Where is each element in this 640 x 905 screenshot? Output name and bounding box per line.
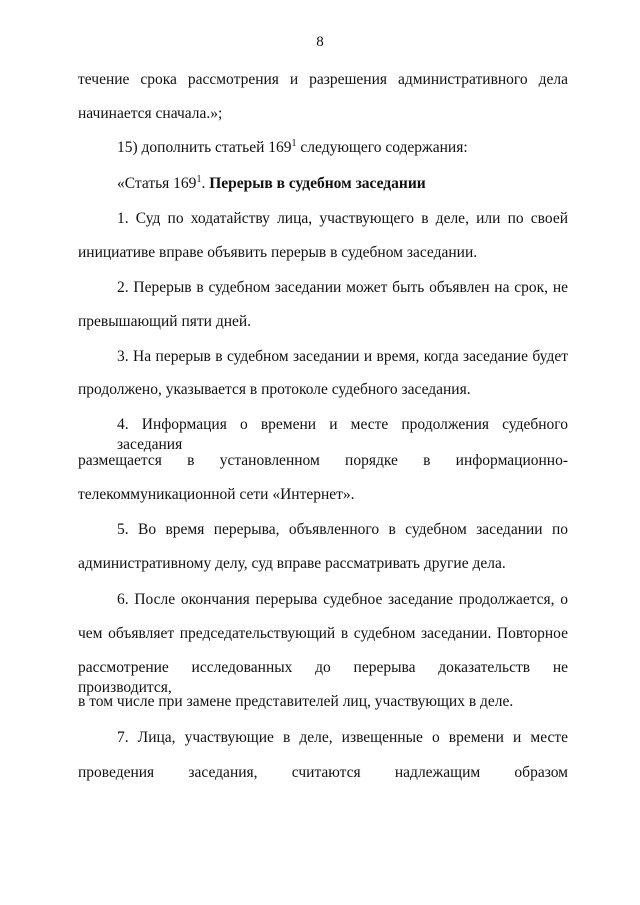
- article-point-1: 1. Суд по ходатайству лица, участвующего в деле, или по своей: [117, 210, 568, 227]
- article-point-7: 7. Лица, участвующие в деле, извещенные о времени и месте: [117, 729, 568, 746]
- article-heading-prefix: «Статья 169: [117, 175, 197, 192]
- article-point-6-cont: чем объявляет председательствующий в судебном заседании. Повторное: [78, 625, 568, 642]
- amendment-item: [117, 138, 568, 158]
- article-point-4-cont: телекоммуникационной сети «Интернет».: [78, 486, 355, 503]
- amendment-item-text: следующего содержания:: [296, 139, 468, 156]
- article-point-6-cont: рассмотрение исследованных до перерыва доказательств не производится,: [78, 659, 568, 696]
- article-heading-title: Перерыв в судебном заседании: [209, 175, 426, 192]
- article-point-7-cont: проведения заседания, считаются надлежащим образом: [78, 764, 568, 781]
- article-point-2-cont: превышающий пяти дней.: [78, 313, 252, 330]
- article-point-2: 2. Перерыв в судебном заседании может быть объявлен на срок, не: [117, 279, 568, 296]
- article-point-3-cont: продолжено, указывается в протоколе судебного заседания.: [78, 381, 471, 398]
- article-point-5: 5. Во время перерыва, объявленного в судебном заседании по: [117, 521, 568, 538]
- article-point-4: 4. Информация о времени и месте продолжения судебного заседания: [117, 416, 568, 453]
- article-heading-dot: .: [201, 175, 210, 192]
- article-heading: [117, 174, 568, 194]
- superscript: 1: [196, 173, 202, 185]
- article-point-6-cont: в том числе при замене представителей лиц, участвующих в деле.: [78, 693, 514, 710]
- amendment-item-text: 15) дополнить статьей 169: [117, 139, 292, 156]
- article-point-4-cont: размещается в установленном порядке в информационно-: [78, 452, 568, 469]
- article-point-1-cont: инициативе вправе объявить перерыв в судебном заседании.: [78, 244, 478, 261]
- page-number: 8: [316, 34, 324, 50]
- superscript: 1: [291, 137, 297, 149]
- paragraph-line: течение срока рассмотрения и разрешения административного дела: [78, 71, 568, 88]
- paragraph-line: начинается сначала.»;: [78, 105, 223, 122]
- article-point-6: 6. После окончания перерыва судебное заседание продолжается, о: [117, 591, 568, 608]
- article-point-5-cont: административному делу, суд вправе рассматривать другие дела.: [78, 555, 506, 572]
- article-point-3: 3. На перерыв в судебном заседании и время, когда заседание будет: [117, 348, 568, 365]
